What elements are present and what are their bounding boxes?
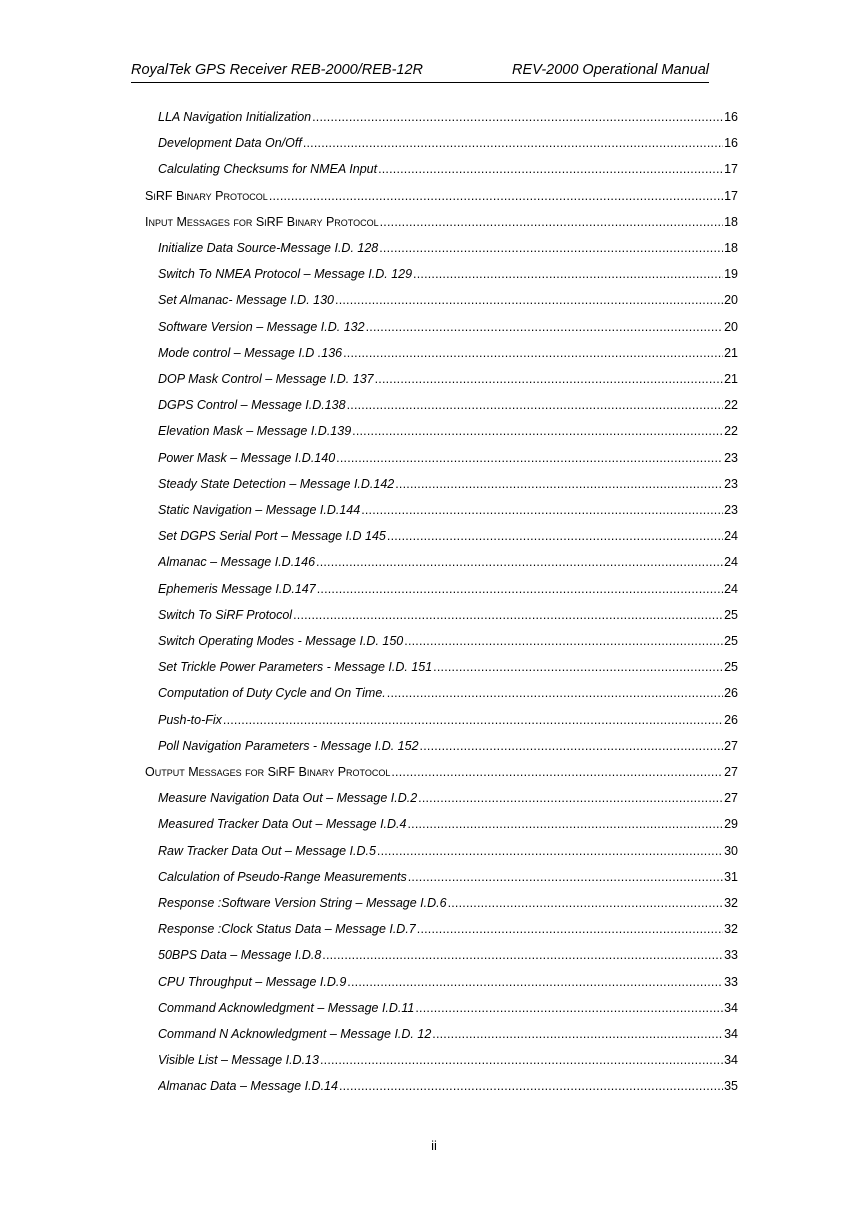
toc-entry-page: 17 [724, 162, 738, 177]
toc-entry[interactable] [158, 422, 738, 440]
toc-entry[interactable] [158, 318, 738, 336]
toc-entry[interactable] [158, 999, 738, 1017]
toc-entry[interactable] [158, 973, 738, 991]
toc-entry-page: 31 [724, 869, 738, 884]
toc-entry-page: 16 [724, 136, 738, 151]
toc-entry-page: 24 [724, 555, 738, 570]
toc-leader-dots [347, 396, 724, 414]
toc-entry-page: 22 [724, 424, 738, 439]
toc-entry-title: Response :Software Version String – Message I.D.6 [158, 896, 447, 910]
toc-entry[interactable] [158, 815, 738, 833]
toc-leader-dots [413, 265, 723, 283]
toc-entry-page: 18 [724, 214, 738, 229]
toc-leader-dots [418, 789, 723, 807]
toc-entry-page: 29 [724, 817, 738, 832]
toc-entry-title: 50BPS Data – Message I.D.8 [158, 948, 322, 963]
toc-leader-dots [347, 973, 723, 991]
toc-leader-dots [269, 187, 723, 205]
header-left-title: RoyalTek GPS Receiver REB-2000/REB-12R [131, 62, 424, 78]
toc-entry[interactable] [158, 684, 738, 702]
toc-leader-dots [316, 553, 723, 571]
toc-leader-dots [408, 868, 723, 886]
toc-entry-title: LLA Navigation Initialization [158, 110, 312, 124]
toc-entry-title: Computation of Duty Cycle and On Time. [158, 686, 386, 701]
toc-entry[interactable] [158, 1051, 738, 1069]
toc-leader-dots [293, 606, 723, 624]
toc-entry[interactable] [158, 160, 738, 178]
toc-entry-title: Push-to-Fix [158, 712, 222, 727]
toc-leader-dots [320, 1051, 723, 1069]
toc-leader-dots [404, 632, 723, 650]
toc-entry-title: DGPS Control – Message I.D.138 [158, 398, 346, 413]
toc-entry[interactable] [158, 265, 738, 283]
toc-entry-title: Almanac – Message I.D.146 [158, 555, 316, 570]
toc-entry-title: Set DGPS Serial Port – Message I.D 145 [158, 529, 386, 544]
toc-entry-page: 33 [724, 974, 738, 989]
toc-entry-page: 23 [724, 476, 738, 491]
toc-leader-dots [375, 370, 723, 388]
toc-entry[interactable] [158, 946, 738, 964]
toc-entry-title: Response :Clock Status Data – Message I.D.7 [158, 922, 416, 937]
toc-entry[interactable] [158, 894, 738, 912]
toc-leader-dots [415, 999, 723, 1017]
toc-leader-dots [352, 422, 723, 440]
toc-entry-title: Output Messages for SiRF Binary Protocol [145, 765, 391, 779]
toc-entry-title: Command N Acknowledgment – Message I.D. 12 [158, 1027, 432, 1041]
toc-entry-title: Measured Tracker Data Out – Message I.D.4 [158, 817, 407, 832]
toc-entry[interactable] [158, 527, 738, 545]
toc-leader-dots [343, 344, 723, 362]
toc-entry-page: 23 [724, 503, 738, 517]
toc-leader-dots [322, 946, 723, 964]
toc-entry-page: 32 [724, 896, 738, 910]
toc-entry-page: 24 [724, 581, 738, 596]
toc-entry-page: 34 [724, 1027, 738, 1041]
toc-entry-page: 25 [724, 634, 738, 648]
toc-leader-dots [379, 239, 723, 257]
toc-entry-title: DOP Mask Control – Message I.D. 137 [158, 372, 374, 386]
toc-entry[interactable] [158, 658, 738, 676]
toc-entry-title: Mode control – Message I.D .136 [158, 345, 343, 360]
toc-entry-title: Raw Tracker Data Out – Message I.D.5 [158, 843, 376, 858]
header-right-title: REV-2000 Operational Manual [512, 62, 709, 78]
toc-leader-dots [387, 684, 723, 702]
toc-entry-title: Visible List – Message I.D.13 [158, 1053, 319, 1068]
toc-entry[interactable] [158, 1077, 738, 1095]
toc-leader-dots [432, 1025, 723, 1043]
toc-leader-dots [387, 527, 723, 545]
toc-entry-page: 19 [724, 267, 738, 282]
toc-entry[interactable] [158, 370, 738, 388]
toc-leader-dots [312, 108, 723, 126]
toc-entry-title: Development Data On/Off [158, 136, 302, 151]
toc-entry-page: 25 [724, 607, 738, 622]
page-number: ii [431, 1138, 437, 1153]
toc-entry[interactable] [145, 213, 738, 231]
toc-entry-title: Steady State Detection – Message I.D.142 [158, 476, 395, 491]
toc-entry[interactable] [158, 711, 738, 729]
toc-entry-page: 34 [724, 1053, 738, 1068]
toc-leader-dots [336, 449, 723, 467]
toc-entry-title: Almanac Data – Message I.D.14 [158, 1079, 338, 1094]
toc-entry[interactable] [158, 920, 738, 938]
toc-entry[interactable] [158, 868, 738, 886]
toc-entry-title: CPU Throughput – Message I.D.9 [158, 974, 347, 989]
toc-entry[interactable] [158, 606, 738, 624]
toc-entry-title: Switch Operating Modes - Message I.D. 150 [158, 634, 404, 648]
toc-entry-title: Initialize Data Source-Message I.D. 128 [158, 241, 379, 255]
toc-entry-page: 35 [724, 1079, 738, 1094]
toc-leader-dots [366, 318, 724, 336]
toc-leader-dots [391, 763, 723, 781]
toc-entry[interactable] [158, 475, 738, 493]
toc-leader-dots [223, 711, 723, 729]
toc-entry-page: 26 [724, 712, 738, 727]
toc-entry-page: 20 [724, 319, 738, 334]
toc-leader-dots [420, 737, 724, 755]
toc-entry-page: 16 [724, 110, 738, 124]
toc-entry-title: Elevation Mask – Message I.D.139 [158, 424, 352, 439]
toc-entry[interactable] [158, 396, 738, 414]
toc-entry-title: Command Acknowledgment – Message I.D.11 [158, 1000, 415, 1015]
toc-entry[interactable] [158, 789, 738, 807]
toc-entry-page: 34 [724, 1000, 738, 1015]
toc-leader-dots [317, 580, 723, 598]
toc-entry-title: Switch To NMEA Protocol – Message I.D. 129 [158, 267, 413, 282]
toc-entry-title: Poll Navigation Parameters - Message I.D. 152 [158, 738, 419, 753]
toc-entry-title: Measure Navigation Data Out – Message I.D.2 [158, 791, 418, 806]
toc-leader-dots [433, 658, 723, 676]
toc-entry-page: 17 [724, 188, 738, 203]
toc-entry[interactable] [158, 501, 738, 519]
toc-entry[interactable] [158, 134, 738, 152]
toc-entry-page: 30 [724, 843, 738, 858]
toc-leader-dots [395, 475, 723, 493]
toc-entry-title: Set Almanac- Message I.D. 130 [158, 293, 335, 308]
toc-entry-page: 25 [724, 660, 738, 675]
toc-entry[interactable] [145, 187, 738, 205]
toc-entry-page: 27 [724, 791, 738, 806]
toc-entry-page: 21 [724, 345, 738, 360]
toc-entry-page: 18 [724, 241, 738, 255]
toc-entry[interactable] [158, 344, 738, 362]
toc-entry[interactable] [158, 553, 738, 571]
toc-leader-dots [377, 842, 723, 860]
toc-entry-title: Ephemeris Message I.D.147 [158, 581, 316, 596]
toc-entry-page: 33 [724, 948, 738, 963]
toc-entry-title: Calculating Checksums for NMEA Input [158, 162, 378, 177]
toc-entry-page: 32 [724, 922, 738, 937]
toc-entry-page: 21 [724, 372, 738, 386]
toc-entry-title: Static Navigation – Message I.D.144 [158, 503, 361, 517]
toc-entry[interactable] [158, 632, 738, 650]
toc-entry[interactable] [158, 449, 738, 467]
toc-entry[interactable] [158, 842, 738, 860]
toc-entry-page: 20 [724, 293, 738, 308]
toc-entry-title: Switch To SiRF Protocol [158, 607, 293, 622]
toc-entry-page: 27 [724, 765, 738, 779]
toc-entry[interactable] [158, 291, 738, 309]
toc-entry-page: 27 [724, 738, 738, 753]
toc-leader-dots [407, 815, 723, 833]
toc-leader-dots [335, 291, 723, 309]
toc-entry-title: Input Messages for SiRF Binary Protocol [145, 214, 379, 229]
toc-leader-dots [339, 1077, 723, 1095]
toc-entry[interactable] [145, 763, 738, 781]
toc-entry-title: Set Trickle Power Parameters - Message I.D. 151 [158, 660, 433, 675]
toc-entry[interactable] [158, 737, 738, 755]
page-header [131, 62, 709, 83]
toc-leader-dots [361, 501, 723, 519]
toc-entry-page: 26 [724, 686, 738, 701]
toc-entry-title: SiRF Binary Protocol [145, 188, 268, 203]
toc-entry[interactable] [158, 108, 738, 126]
toc-leader-dots [380, 213, 723, 231]
toc-entry[interactable] [158, 239, 738, 257]
toc-leader-dots [378, 160, 723, 178]
toc-entry-title: Power Mask – Message I.D.140 [158, 450, 336, 465]
toc-leader-dots [417, 920, 723, 938]
toc-entry-page: 24 [724, 529, 738, 544]
toc-leader-dots [303, 134, 723, 152]
toc-entry-title: Calculation of Pseudo-Range Measurements [158, 869, 407, 884]
toc-entry-title: Software Version – Message I.D. 132 [158, 319, 365, 334]
toc-entry-page: 22 [724, 398, 738, 413]
toc-entry-page: 23 [724, 450, 738, 465]
toc-entry[interactable] [158, 580, 738, 598]
toc-leader-dots [448, 894, 724, 912]
toc-entry[interactable] [158, 1025, 738, 1043]
